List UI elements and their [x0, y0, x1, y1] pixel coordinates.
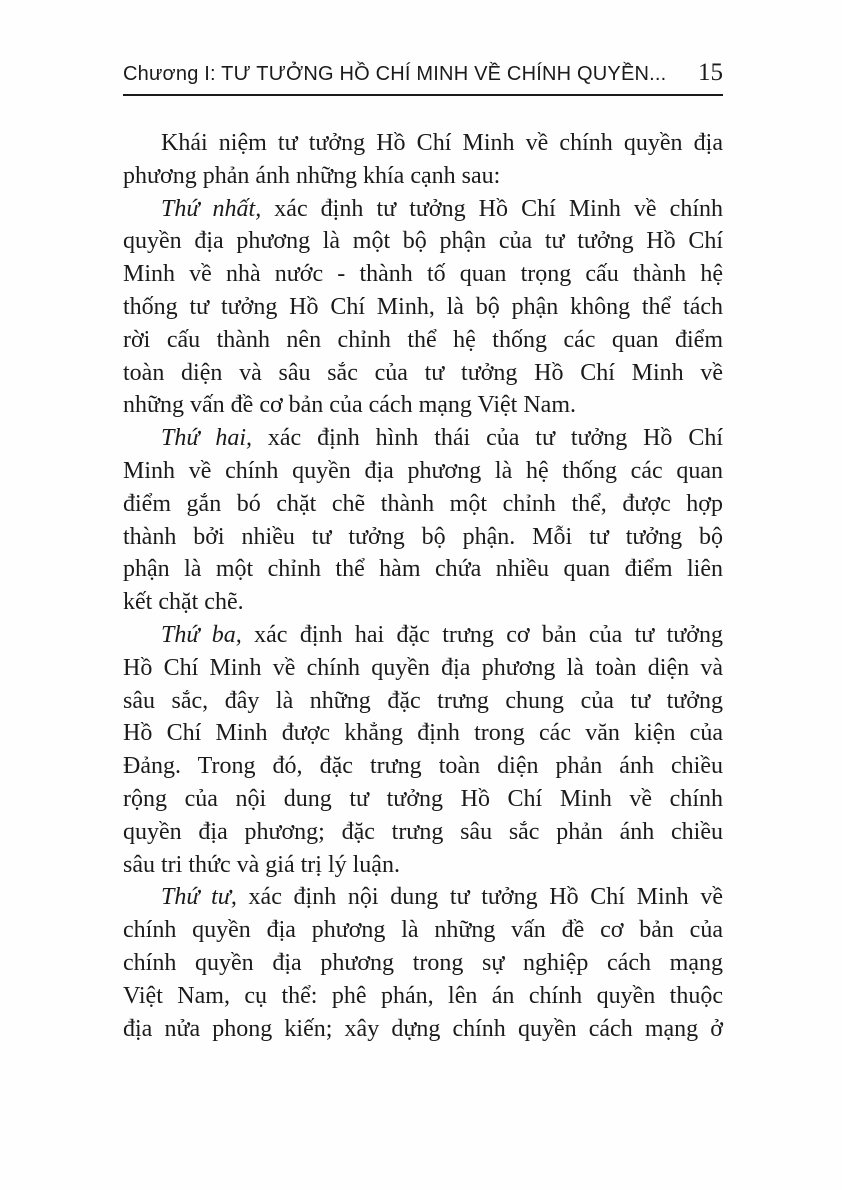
text-line: Đảng. Trong đó, đặc trưng toàn diện phản ánh chiều	[123, 753, 723, 780]
text-line: toàn diện và sâu sắc của tư tưởng Hồ Chí Minh về	[123, 359, 723, 386]
lead-phrase: Thứ ba,	[161, 621, 242, 648]
paragraph	[123, 881, 723, 1045]
text-line: Thứ nhất, xác định tư tưởng Hồ Chí Minh về chính	[161, 195, 723, 222]
text-line: chính quyền địa phương trong sự nghiệp cách mạng	[123, 949, 723, 976]
text-line: thành bởi nhiều tư tưởng bộ phận. Mỗi tư tưởng bộ	[123, 523, 723, 550]
text-line: quyền địa phương là một bộ phận của tư tưởng Hồ Chí	[123, 228, 723, 255]
text-line: phương phản ánh những khía cạnh sau:	[123, 162, 501, 189]
text-line: Khái niệm tư tưởng Hồ Chí Minh về chính quyền địa	[161, 130, 723, 156]
text-line: kết chặt chẽ.	[123, 589, 244, 616]
text-line: Hồ Chí Minh được khẳng định trong các văn kiện của	[123, 720, 723, 747]
running-chapter-title: Chương I: TƯ TƯỞNG HỒ CHÍ MINH VỀ CHÍNH QUYỀN...	[123, 63, 667, 85]
text-line: phận là một chỉnh thể hàm chứa nhiều quan điểm liên	[123, 556, 723, 583]
text-line: rời cấu thành nên chỉnh thể hệ thống các quan điểm	[123, 326, 723, 353]
text-line: sâu tri thức và giá trị lý luận.	[123, 851, 400, 878]
text-line: sâu sắc, đây là những đặc trưng chung của tư tưởng	[123, 687, 723, 714]
text-line: Minh về nhà nước - thành tố quan trọng cấu thành hệ	[123, 261, 723, 288]
text-line: Thứ tư, xác định nội dung tư tưởng Hồ Chí Minh về	[161, 884, 723, 911]
text-line: quyền địa phương; đặc trưng sâu sắc phản ánh chiều	[123, 818, 723, 845]
text-line: điểm gắn bó chặt chẽ thành một chỉnh thể, được hợp	[123, 490, 723, 517]
text-line: địa nửa phong kiến; xây dựng chính quyền cách mạng ở	[123, 1015, 723, 1042]
lead-phrase: Thứ tư,	[161, 884, 237, 911]
paragraph	[123, 127, 723, 193]
lead-phrase: Thứ nhất,	[161, 195, 262, 222]
text-line: rộng của nội dung tư tưởng Hồ Chí Minh về chính	[123, 785, 723, 812]
text-line: thống tư tưởng Hồ Chí Minh, là bộ phận không thể tách	[123, 293, 723, 320]
paragraph	[123, 422, 723, 619]
page-body	[123, 127, 723, 1045]
text-line: Thứ hai, xác định hình thái của tư tưởng Hồ Chí	[161, 425, 723, 452]
paragraph	[123, 193, 723, 423]
text-line: Minh về chính quyền địa phương là hệ thống các quan	[123, 457, 723, 484]
text-line: chính quyền địa phương là những vấn đề cơ bản của	[123, 917, 723, 944]
text-line: Việt Nam, cụ thể: phê phán, lên án chính quyền thuộc	[123, 982, 723, 1009]
text-line: Thứ ba, xác định hai đặc trưng cơ bản của tư tưởng	[161, 621, 723, 648]
lead-phrase: Thứ hai,	[161, 425, 252, 452]
header-rule	[123, 94, 723, 96]
text-line: những vấn đề cơ bản của cách mạng Việt Nam.	[123, 392, 576, 419]
page-number: 15	[698, 59, 723, 86]
paragraph	[123, 619, 723, 881]
text-line: Hồ Chí Minh về chính quyền địa phương là toàn diện và	[123, 654, 723, 681]
page-header	[123, 59, 723, 87]
